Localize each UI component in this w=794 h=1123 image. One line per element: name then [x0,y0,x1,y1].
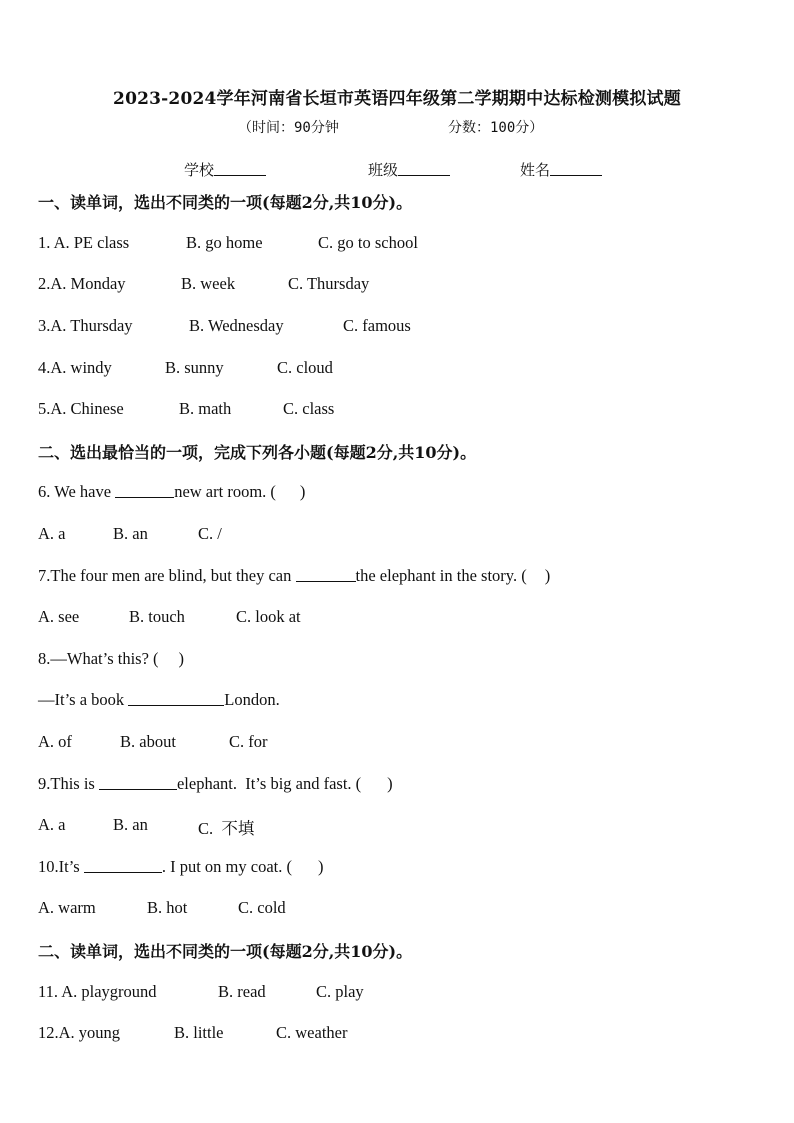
q6-answer-blank[interactable] [115,483,174,498]
q7-paren-close: ) [544,566,551,585]
q12-option-c: C. weather [276,1023,348,1042]
question-11 [38,982,157,1002]
name-blank[interactable] [550,161,602,176]
q4-option-a: 4.A. windy [38,358,112,377]
question-9 [38,774,393,794]
question-6 [38,482,305,502]
q10-stem-end: . I put on my coat. ( [161,857,292,876]
question-1 [38,233,129,253]
q6-stem-end: new art room. ( [174,482,276,501]
q2-option-c: C. Thursday [288,274,370,293]
q5-option-a: 5.A. Chinese [38,399,124,418]
q10-option-c: C. cold [238,898,286,917]
name-label: 姓名 [520,161,551,179]
time-limit: （时间：90分钟 [238,120,339,136]
q5-option-b: B. math [179,399,232,418]
question-10 [38,857,323,877]
q2-option-b: B. week [181,274,236,293]
q10-answer-blank[interactable] [84,858,162,873]
question-4 [38,358,112,378]
q6-stem-start: 6. We have [38,482,116,501]
q8-answer-blank[interactable] [128,691,224,706]
q10-option-a: A. warm [38,898,96,917]
q1-option-a: 1. A. PE class [38,233,130,252]
q7-option-c: C. look at [236,607,301,626]
page-title: 2023-2024学年河南省长垣市英语四年级第二学期期中达标检测模拟试题 [113,89,681,109]
q9-option-b: B. an [113,815,148,834]
q6-option-a: A. a [38,524,66,543]
q8-stem-end: London. [224,690,280,709]
q6-option-c: C. / [198,524,222,543]
q9-option-a: A. a [38,815,66,834]
q10-stem-start: 10.It’s [38,857,84,876]
q10-option-b: B. hot [147,898,188,917]
q7-option-a: A. see [38,607,80,626]
q8-option-b: B. about [120,732,176,751]
q7-option-b: B. touch [129,607,185,626]
question-7 [38,566,550,586]
q6-option-b: B. an [113,524,148,543]
question-8-line2 [38,690,280,710]
q11-option-c: C. play [316,982,364,1001]
total-score: 分数：100分） [448,120,544,136]
school-blank[interactable] [214,161,266,176]
question-2 [38,274,126,294]
q7-answer-blank[interactable] [296,567,356,582]
q8-stem-start: —It’s a book [38,690,129,709]
question-12 [38,1023,120,1043]
q9-paren-close: ) [387,774,393,793]
q7-stem-start: 7.The four men are blind, but they can [38,566,296,585]
q12-option-a: 12.A. young [38,1023,121,1042]
q3-option-c: C. famous [343,316,411,335]
question-8 [38,649,184,669]
q3-option-a: 3.A. Thursday [38,316,133,335]
q9-answer-blank[interactable] [99,775,177,790]
q3-option-b: B. Wednesday [189,316,284,335]
question-3 [38,316,133,336]
school-field [184,159,266,180]
q6-paren-close: ) [299,482,306,501]
name-field [520,159,602,180]
q8-option-a: A. of [38,732,72,751]
q4-option-c: C. cloud [277,358,333,377]
question-5 [38,399,124,419]
section2-heading: 二、选出最恰当的一项，完成下列各小题(每题2分,共10分)。 [38,443,477,462]
class-field [368,159,450,180]
q11-option-a: 11. A. playground [38,982,157,1001]
q5-option-c: C. class [283,399,335,418]
q4-option-b: B. sunny [165,358,224,377]
section3-heading: 二、读单词，选出不同类的一项(每题2分,共10分)。 [38,942,413,961]
q9-stem-start: 9.This is [38,774,99,793]
q10-paren-close: ) [317,857,324,876]
q8-option-c: C. for [229,732,268,751]
section1-heading: 一、读单词，选出不同类的一项(每题2分,共10分)。 [38,193,413,212]
q7-stem-end: the elephant in the story. ( [355,566,527,585]
q8-paren-close: ) [178,649,185,668]
class-label: 班级 [368,161,399,179]
q12-option-b: B. little [174,1023,224,1042]
school-label: 学校 [184,161,215,179]
q9-option-c: C. 不填 [198,819,255,838]
q9-stem-end: elephant. It’s big and fast. ( [176,774,362,793]
q1-option-c: C. go to school [318,233,418,252]
q11-option-b: B. read [218,982,266,1001]
class-blank[interactable] [398,161,450,176]
q1-option-b: B. go home [186,233,263,252]
q2-option-a: 2.A. Monday [38,274,126,293]
q8-stem-line1: 8.—What’s this? ( [38,649,159,668]
exam-meta [238,117,543,137]
